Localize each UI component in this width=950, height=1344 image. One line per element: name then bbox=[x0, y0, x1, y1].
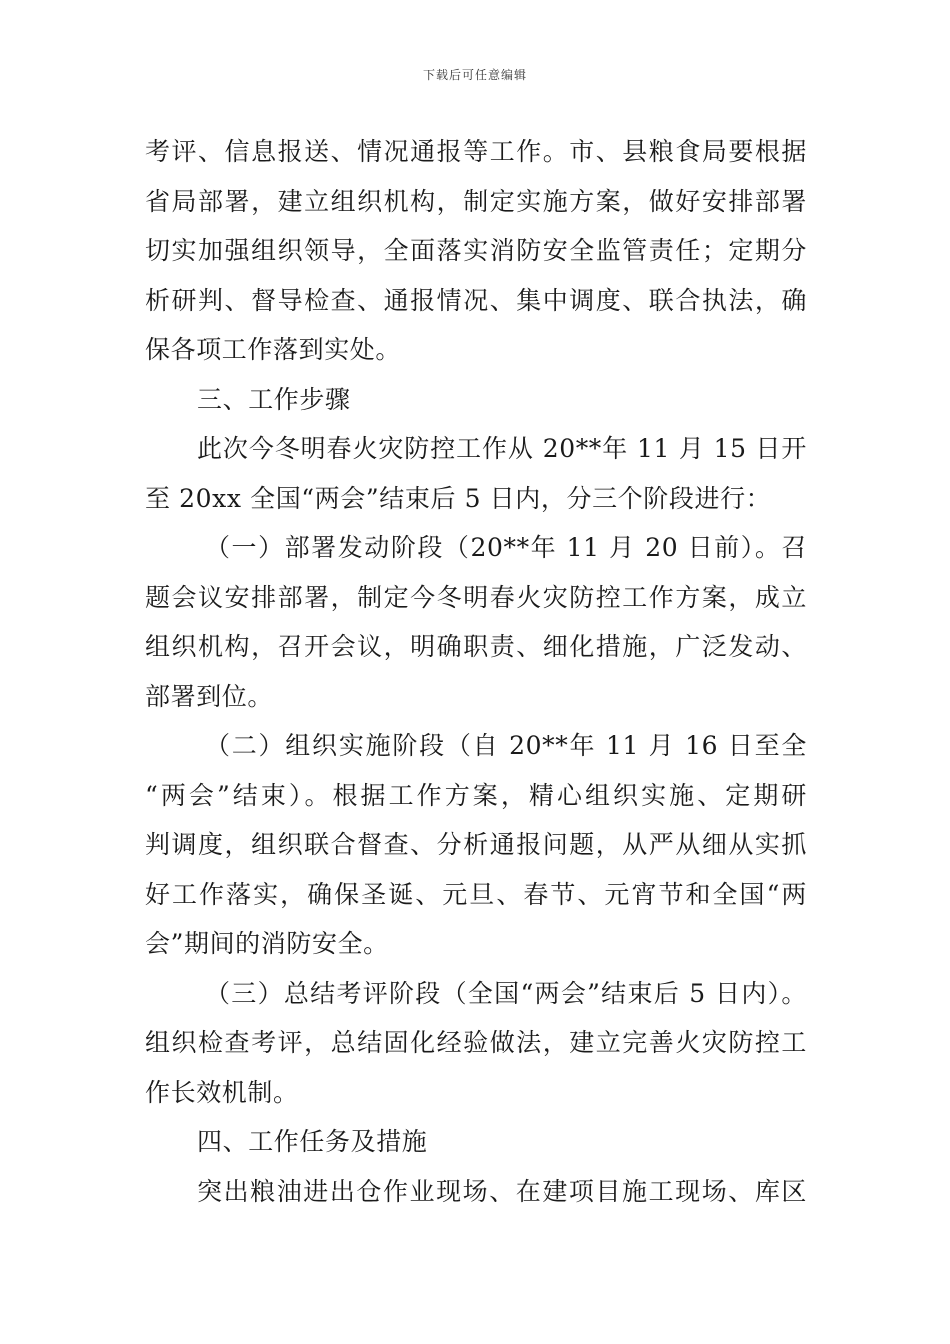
text-line: （一）部署发动阶段（20**年 11 月 20 日前）。召 bbox=[205, 533, 807, 562]
text-line: 组织机构，召开会议，明确职责、细化措施，广泛发动、 bbox=[145, 632, 807, 661]
text-line: 部署到位。 bbox=[145, 681, 274, 711]
text-line: 析研判、督导检查、通报情况、集中调度、联合执法，确 bbox=[145, 285, 807, 315]
page-header: 下载后可任意编辑 bbox=[422, 68, 527, 82]
text-line: 组织检查考评，总结固化经验做法，建立完善火灾防控工 bbox=[145, 1028, 807, 1057]
text-line: 考评、信息报送、情况通报等工作。市、县粮食局要根据 bbox=[145, 137, 807, 166]
text-line: 题会议安排部署，制定今冬明春火灾防控工作方案，成立 bbox=[145, 582, 807, 612]
text-line: 保各项工作落到实处。 bbox=[145, 335, 402, 364]
document-body bbox=[145, 127, 807, 1216]
text-line: 会”期间的消防安全。 bbox=[145, 929, 389, 958]
text-line: （二）组织实施阶段（自 20**年 11 月 16 日至全 bbox=[205, 731, 807, 760]
text-line: 切实加强组织领导，全面落实消防安全监管责任；定期分 bbox=[145, 236, 807, 265]
text-line: 此次今冬明春火灾防控工作从 20**年 11 月 15 日开 bbox=[197, 434, 807, 463]
text-line: 三、工作步骤 bbox=[197, 384, 351, 414]
text-line: 好工作落实，确保圣诞、元旦、春节、元宵节和全国“两 bbox=[145, 879, 807, 909]
text-line: 省局部署，建立组织机构，制定实施方案，做好安排部署 bbox=[145, 186, 807, 216]
text-line: “两会”结束）。根据工作方案，精心组织实施、定期研 bbox=[145, 780, 807, 810]
text-line: 突出粮油进出仓作业现场、在建项目施工现场、库区 bbox=[197, 1176, 807, 1206]
text-line: 作长效机制。 bbox=[145, 1077, 299, 1107]
text-line: 判调度，组织联合督查、分析通报问题，从严从细从实抓 bbox=[145, 830, 807, 859]
text-line: 至 20xx 全国“两会”结束后 5 日内，分三个阶段进行： bbox=[145, 483, 772, 513]
text-line: （三）总结考评阶段（全国“两会”结束后 5 日内）。 bbox=[205, 978, 807, 1008]
text-line: 四、工作任务及措施 bbox=[197, 1127, 428, 1156]
